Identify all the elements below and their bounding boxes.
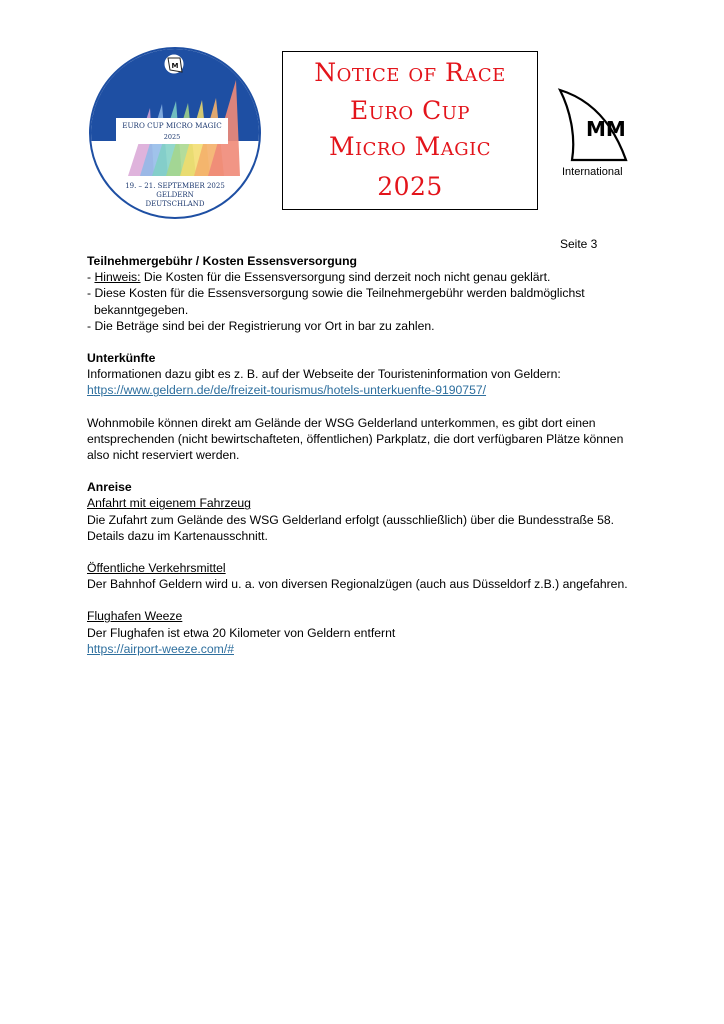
travel-heading: Anreise [87, 480, 132, 495]
fees-note [87, 269, 647, 285]
airport-link[interactable]: https://airport-weeze.com/# [87, 641, 234, 656]
public-transport-heading: Öffentliche Verkehrsmittel [87, 561, 226, 576]
event-logo-dates: 19. – 21. SEPTEMBER 2025 [125, 182, 225, 190]
fees-note-prefix: - [87, 270, 95, 285]
event-logo-name: EURO CUP MICRO MAGIC [122, 121, 222, 130]
accommodation-intro: Informationen dazu gibt es z. B. auf der Webseite der Touristeninformation von Geldern: [87, 367, 561, 382]
fees-heading: Teilnehmergebühr / Kosten Essensversorgung [87, 254, 357, 268]
accommodation-heading: Unterkünfte [87, 351, 156, 366]
mm-international-label: International [562, 166, 623, 178]
title-line-1: Notice of Race [314, 58, 506, 87]
document-body [87, 253, 647, 657]
event-logo-city: GELDERN [156, 191, 194, 199]
mm-international-logo [556, 88, 632, 164]
fees-note-text: Die Kosten für die Essensversorgung sind derzeit noch nicht genau geklärt. [140, 270, 551, 285]
title-line-2: Euro Cup [349, 96, 471, 125]
event-logo-year: 2025 [163, 133, 181, 141]
airport-text: Der Flughafen ist etwa 20 Kilometer von Geldern entfernt [87, 625, 396, 640]
title-line-3: Micro Magic [328, 132, 492, 161]
title-box [282, 51, 538, 210]
title-line-4: 2025 [377, 172, 443, 201]
event-logo [88, 46, 262, 220]
mm-sail-icon [556, 88, 632, 164]
fees-note-label: Hinweis: [94, 270, 141, 285]
event-logo-graphic [88, 46, 262, 220]
car-heading: Anfahrt mit eigenem Fahrzeug [87, 496, 251, 511]
mini-mm-icon [164, 54, 184, 74]
fees-announce-cont: bekanntgegeben. [94, 302, 189, 317]
airport-heading: Flughafen Weeze [87, 609, 183, 624]
car-text-details: Details dazu im Kartenausschnitt. [87, 528, 268, 543]
public-transport-text: Der Bahnhof Geldern wird u. a. von diversen Regionalzügen (auch aus Düsseldorf z.B.) angefahren. [87, 577, 628, 592]
event-logo-country: DEUTSCHLAND [145, 200, 205, 208]
fees-payment: - Die Beträge sind bei der Registrierung vor Ort in bar zu zahlen. [87, 318, 435, 333]
motorhome-info: Wohnmobile können direkt am Gelände der WSG Gelderland unterkommen, es gibt dort einen entsprechenden (nicht bewirtschafteten, öffentlichen) Parkplatz, die dort verfügbaren Plätze können also nicht reserviert werden. [87, 415, 624, 463]
accommodation-link[interactable]: https://www.geldern.de/de/freizeit-tourismus/hotels-unterkuenfte-9190757/ [87, 383, 487, 398]
car-text: Die Zufahrt zum Gelände des WSG Gelderland erfolgt (ausschließlich) über die Bundesstraße 58. [87, 512, 615, 527]
fees-announce: - Diese Kosten für die Essensversorgung sowie die Teilnehmergebühr werden baldmöglichst [87, 286, 585, 301]
page-number: Seite 3 [560, 237, 598, 251]
mm-mark: MM [586, 117, 626, 141]
svg-text:M: M [171, 62, 179, 70]
